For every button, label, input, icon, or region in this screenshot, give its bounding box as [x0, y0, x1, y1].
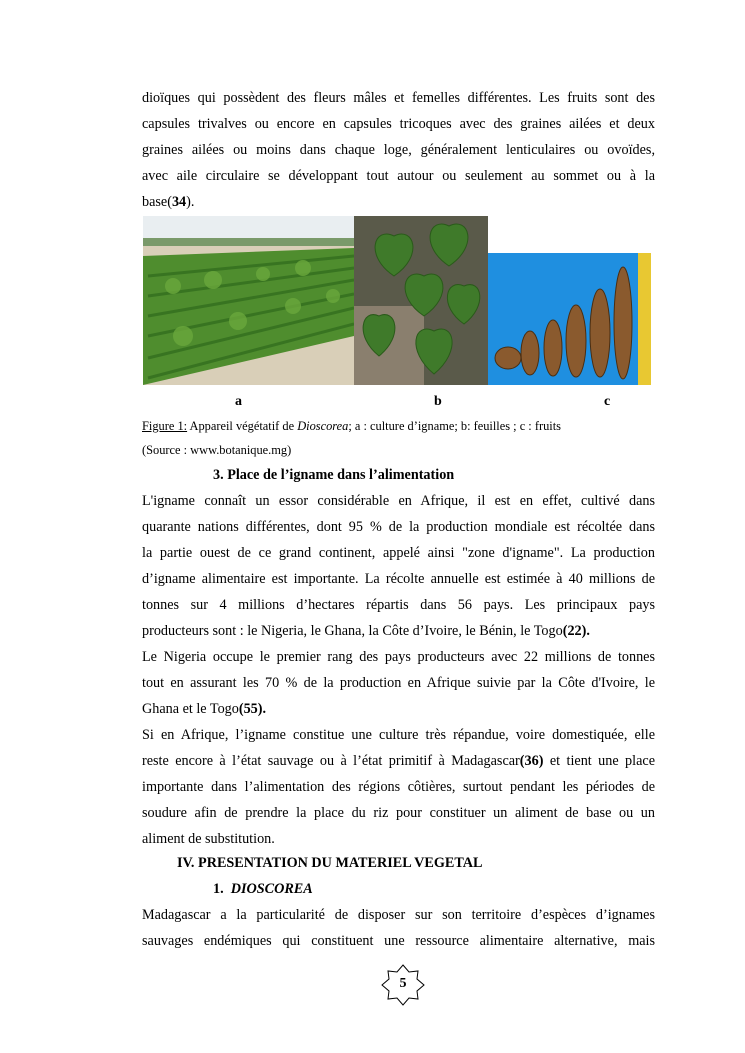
caption-text: Appareil végétatif de — [187, 419, 298, 433]
photo-yam-fruits — [488, 253, 651, 385]
caption-text: ; a : culture d’igname; b: feuilles ; c : fruits — [348, 419, 562, 433]
text-line: L'igname connaît un essor considérable en Afrique, il est en effet, cultivé dans — [142, 493, 655, 509]
figure-label-a: a — [235, 394, 242, 409]
yam-field-image — [143, 216, 354, 385]
text-line — [142, 748, 655, 774]
text-line — [142, 189, 655, 215]
text-fragment: base( — [142, 194, 172, 210]
text-line: Le Nigeria occupe le premier rang des pays producteurs avec 22 millions de tonnes — [142, 649, 655, 665]
section-4-heading: IV. PRESENTATION DU MATERIEL VEGETAL — [177, 855, 483, 871]
citation-ref: (22). — [562, 623, 590, 639]
citation-ref: 34 — [171, 194, 187, 210]
text-line: avec aile circulaire se développant tout autour ou seulement au sommet ou à la — [142, 168, 655, 184]
text-line: sauvages endémiques qui constituent une ressource alimentaire alternative, mais — [142, 933, 655, 949]
section-3-paragraph-3 — [142, 722, 655, 852]
text-line: Si en Afrique, l’igname constitue une culture très répandue, voire domestiquée, elle — [142, 727, 655, 743]
text-line: d’igname alimentaire est importante. La récolte annuelle est estimée à 40 millions de — [142, 571, 655, 587]
text-fragment: et tient une place — [543, 753, 655, 769]
figure-source: (Source : www.botanique.mg) — [142, 443, 292, 457]
text-line: tonnes sur 4 millions d’hectares répartis dans 56 pays. Les principaux pays — [142, 597, 655, 613]
citation-ref: (36) — [519, 753, 544, 769]
text-line: Madagascar a la particularité de disposer sur son territoire d’espèces d’ignames — [142, 907, 655, 923]
intro-paragraph — [142, 85, 655, 215]
text-line: dioïques qui possèdent des fleurs mâles et femelles différentes. Les fruits sont des — [142, 90, 655, 106]
text-line: graines ailées ou moins dans chaque loge, généralement lenticulaires ou ovoïdes, — [142, 142, 655, 158]
figure-label-c: c — [604, 394, 611, 409]
section-3-paragraph-1 — [142, 488, 655, 644]
figure-caption — [142, 419, 561, 433]
text-line: tout en assurant les 70 % de la production en Afrique suivie par la Côte d'Ivoire, le — [142, 675, 655, 691]
photo-yam-field — [143, 216, 354, 385]
text-fragment: Ghana et le Togo — [142, 701, 239, 717]
caption-genus: Dioscorea — [297, 419, 349, 433]
text-line — [142, 696, 655, 722]
text-line — [142, 618, 655, 644]
subsection-number: 1. — [213, 881, 224, 897]
figure-label-b: b — [434, 394, 442, 409]
text-line: capsules trivalves ou encore en capsules tricoques avec des graines ailées et deux — [142, 116, 655, 132]
text-line: la partie ouest de ce grand continent, appelé ainsi "zone d'igname". La production — [142, 545, 655, 561]
yam-leaves-image — [354, 216, 488, 385]
section-4-paragraph — [142, 902, 655, 954]
page-number: 5 — [399, 976, 407, 991]
subsection-1-heading — [213, 880, 313, 898]
text-fragment: reste encore à l’état sauvage ou à l’état primitif à Madagascar — [142, 753, 520, 769]
photo-yam-leaves — [354, 216, 488, 385]
yam-fruits-image — [488, 253, 651, 385]
text-line: importante dans l’alimentation des régions côtières, surtout pendant les périodes de — [142, 779, 655, 795]
text-line: soudure afin de prendre la place du riz pour constituer un aliment de base ou un — [142, 805, 655, 821]
figure-1 — [143, 216, 651, 385]
section-3-paragraph-2 — [142, 644, 655, 722]
caption-label: Figure 1: — [142, 419, 188, 433]
page-number-badge — [381, 964, 425, 1006]
text-line: aliment de substitution. — [142, 831, 275, 847]
subsection-title: DIOSCOREA — [230, 881, 313, 897]
text-fragment: ). — [186, 194, 195, 210]
section-3-heading: 3. Place de l’igname dans l’alimentation — [213, 467, 455, 483]
text-fragment: producteurs sont : le Nigeria, le Ghana, la Côte d’Ivoire, le Bénin, le Togo — [142, 623, 563, 639]
citation-ref: (55). — [238, 701, 267, 717]
text-line: quarante nations différentes, dont 95 % de la production mondiale est récoltée dans — [142, 519, 655, 535]
